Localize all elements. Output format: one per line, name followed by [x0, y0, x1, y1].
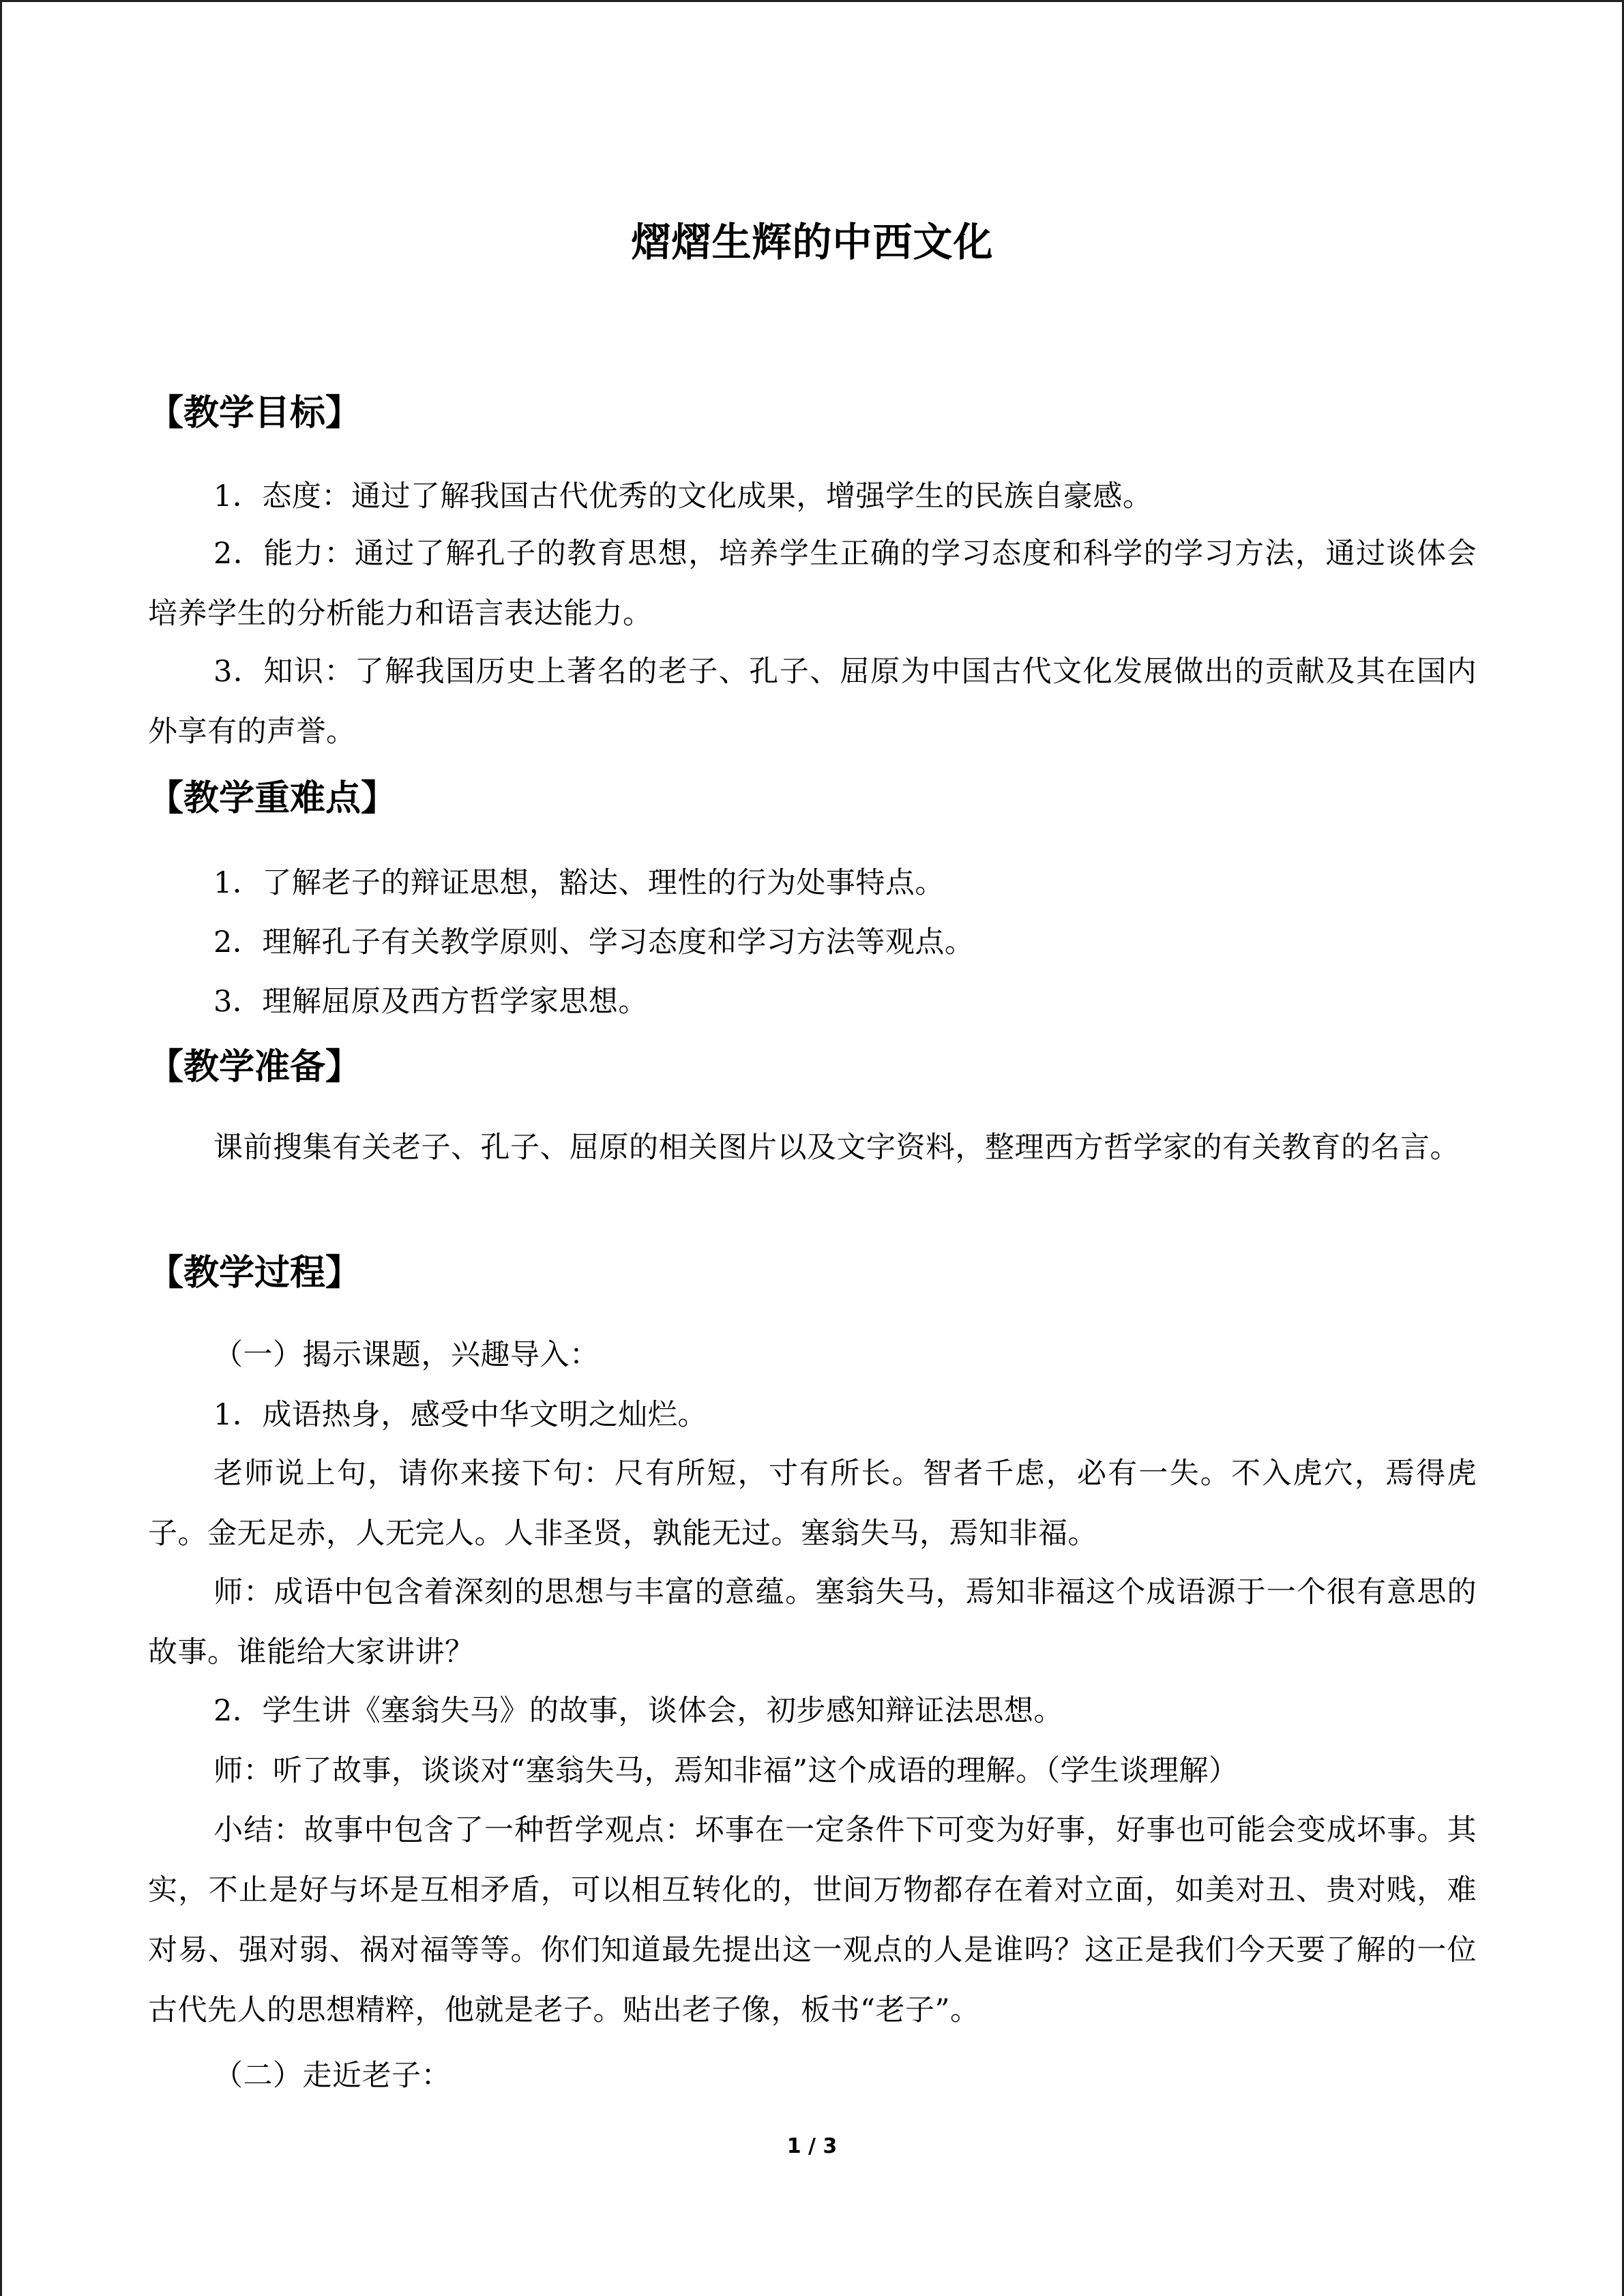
paragraph: 师：听了故事，谈谈对“塞翁失马，焉知非福”这个成语的理解。（学生谈理解）: [213, 1754, 1239, 1788]
paragraph: 2．理解孔子有关教学原则、学习态度和学习方法等观点。: [213, 925, 975, 959]
document-title: 熠熠生辉的中西文化: [631, 219, 994, 265]
paragraph: 师：成语中包含着深刻的思想与丰富的意蕴。塞翁失马，焉知非福这个成语源于一个很有意思的故事。谁能给大家讲讲？: [148, 1575, 1477, 1669]
paragraph: 小结：故事中包含了一种哲学观点：坏事在一定条件下可变为好事，好事也可能会变成坏事。其实，不止是好与坏是互相矛盾，可以相互转化的，世间万物都存在着对立面，如美对丑、贵对贱，难对易、强对弱、祸对福等等。你们知道最先提出这一观点的人是谁吗？这正是我们今天要了解的一位古代先人的思想精粹，他就是老子。贴出老子像，板书“老子”。: [148, 1813, 1477, 2027]
paragraph: 2．能力：通过了解孔子的教育思想，培养学生正确的学习态度和科学的学习方法，通过谈体会培养学生的分析能力和语言表达能力。: [148, 537, 1477, 631]
paragraph: （一）揭示课题，兴趣导入：: [213, 1338, 600, 1372]
page-number: 1 / 3: [786, 2134, 838, 2158]
paragraph: 3．知识：了解我国历史上著名的老子、孔子、屈原为中国古代文化发展做出的贡献及其在国内外享有的声誉。: [148, 655, 1477, 749]
paragraph: 课前搜集有关老子、孔子、屈原的相关图片以及文字资料，整理西方哲学家的有关教育的名言。: [213, 1131, 1460, 1165]
section-heading-key-points: 【教学重难点】: [148, 778, 397, 819]
paragraph: 1．态度：通过了解我国古代优秀的文化成果，增强学生的民族自豪感。: [213, 479, 1153, 513]
section-heading-preparation: 【教学准备】: [148, 1047, 361, 1088]
paragraph: 老师说上句，请你来接下句：尺有所短，寸有所长。智者千虑，必有一失。不入虎穴，焉得虎子。金无足赤，人无完人。人非圣贤，孰能无过。塞翁失马，焉知非福。: [148, 1457, 1477, 1551]
section-heading-process: 【教学过程】: [148, 1253, 361, 1294]
paragraph: （二）走近老子：: [213, 2059, 451, 2093]
paragraph: 3．理解屈原及西方哲学家思想。: [213, 985, 648, 1019]
paragraph: 2．学生讲《塞翁失马》的故事，谈体会，初步感知辩证法思想。: [213, 1694, 1063, 1728]
paragraph: 1．了解老子的辩证思想，豁达、理性的行为处事特点。: [213, 866, 945, 900]
section-heading-objectives: 【教学目标】: [148, 393, 361, 434]
paragraph: 1．成语热身，感受中华文明之灿烂。: [213, 1398, 707, 1432]
